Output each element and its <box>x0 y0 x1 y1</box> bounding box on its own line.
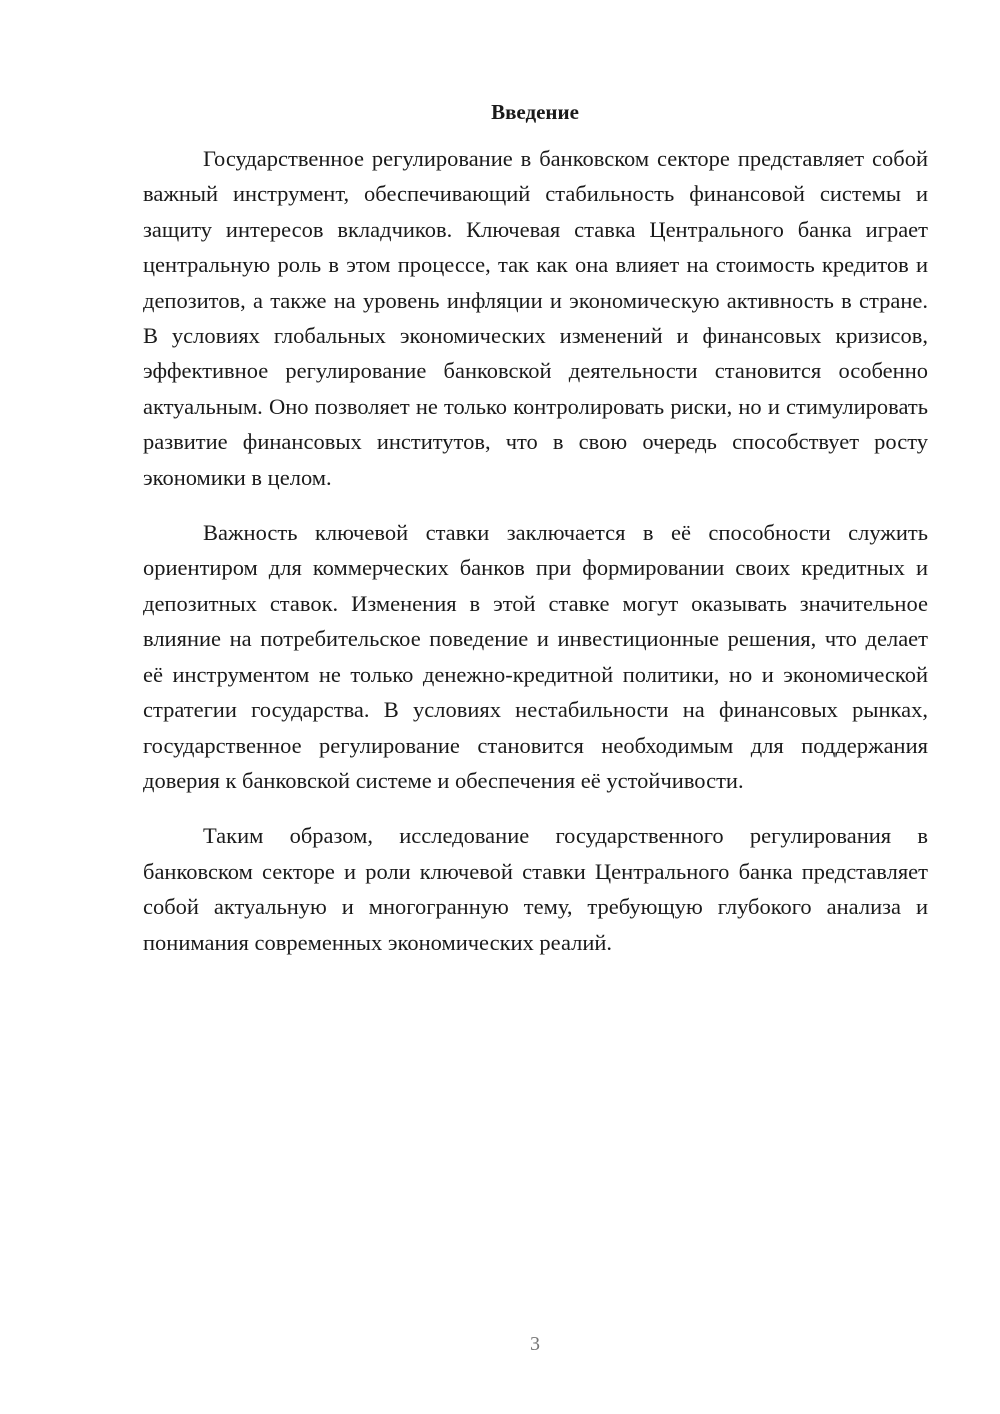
paragraph-2: Важность ключевой ставки заключается в её способности служить ориентиром для коммерческих банков при формировании своих кредитных и депозитных ставок. Изменения в этой ставке могут оказывать значительное влияние на потребительское поведение и инвестиционные решения, что делает её инструментом не только денежно-кредитной политики, но и экономической стратегии государства. В условиях нестабильности на финансовых рынках, государственное регулирование становится необходимым для поддержания доверия к банковской системе и обеспечения её устойчивости. <box>143 520 928 793</box>
page-title: Введение <box>491 100 579 124</box>
paragraph-3: Таким образом, исследование государственного регулирования в банковском секторе и роли ключевой ставки Центрального банка представляет собой актуальную и многогранную тему, требующую глубокого анализа и понимания современных экономических реалий. <box>143 823 928 955</box>
page-number: 3 <box>530 1333 540 1355</box>
body-text <box>143 141 928 980</box>
paragraph-1: Государственное регулирование в банковском секторе представляет собой важный инструмент, обеспечивающий стабильность финансовой системы и защиту интересов вкладчиков. Ключевая ставка Центрального банка играет центральную роль в этом процессе, так как она влияет на стоимость кредитов и депозитов, а также на уровень инфляции и экономическую активность в стране. В условиях глобальных экономических изменений и финансовых кризисов, эффективное регулирование банковской деятельности становится особенно актуальным. Оно позволяет не только контролировать риски, но и стимулировать развитие финансовых институтов, что в свою очередь способствует росту экономики в целом. <box>143 146 928 490</box>
